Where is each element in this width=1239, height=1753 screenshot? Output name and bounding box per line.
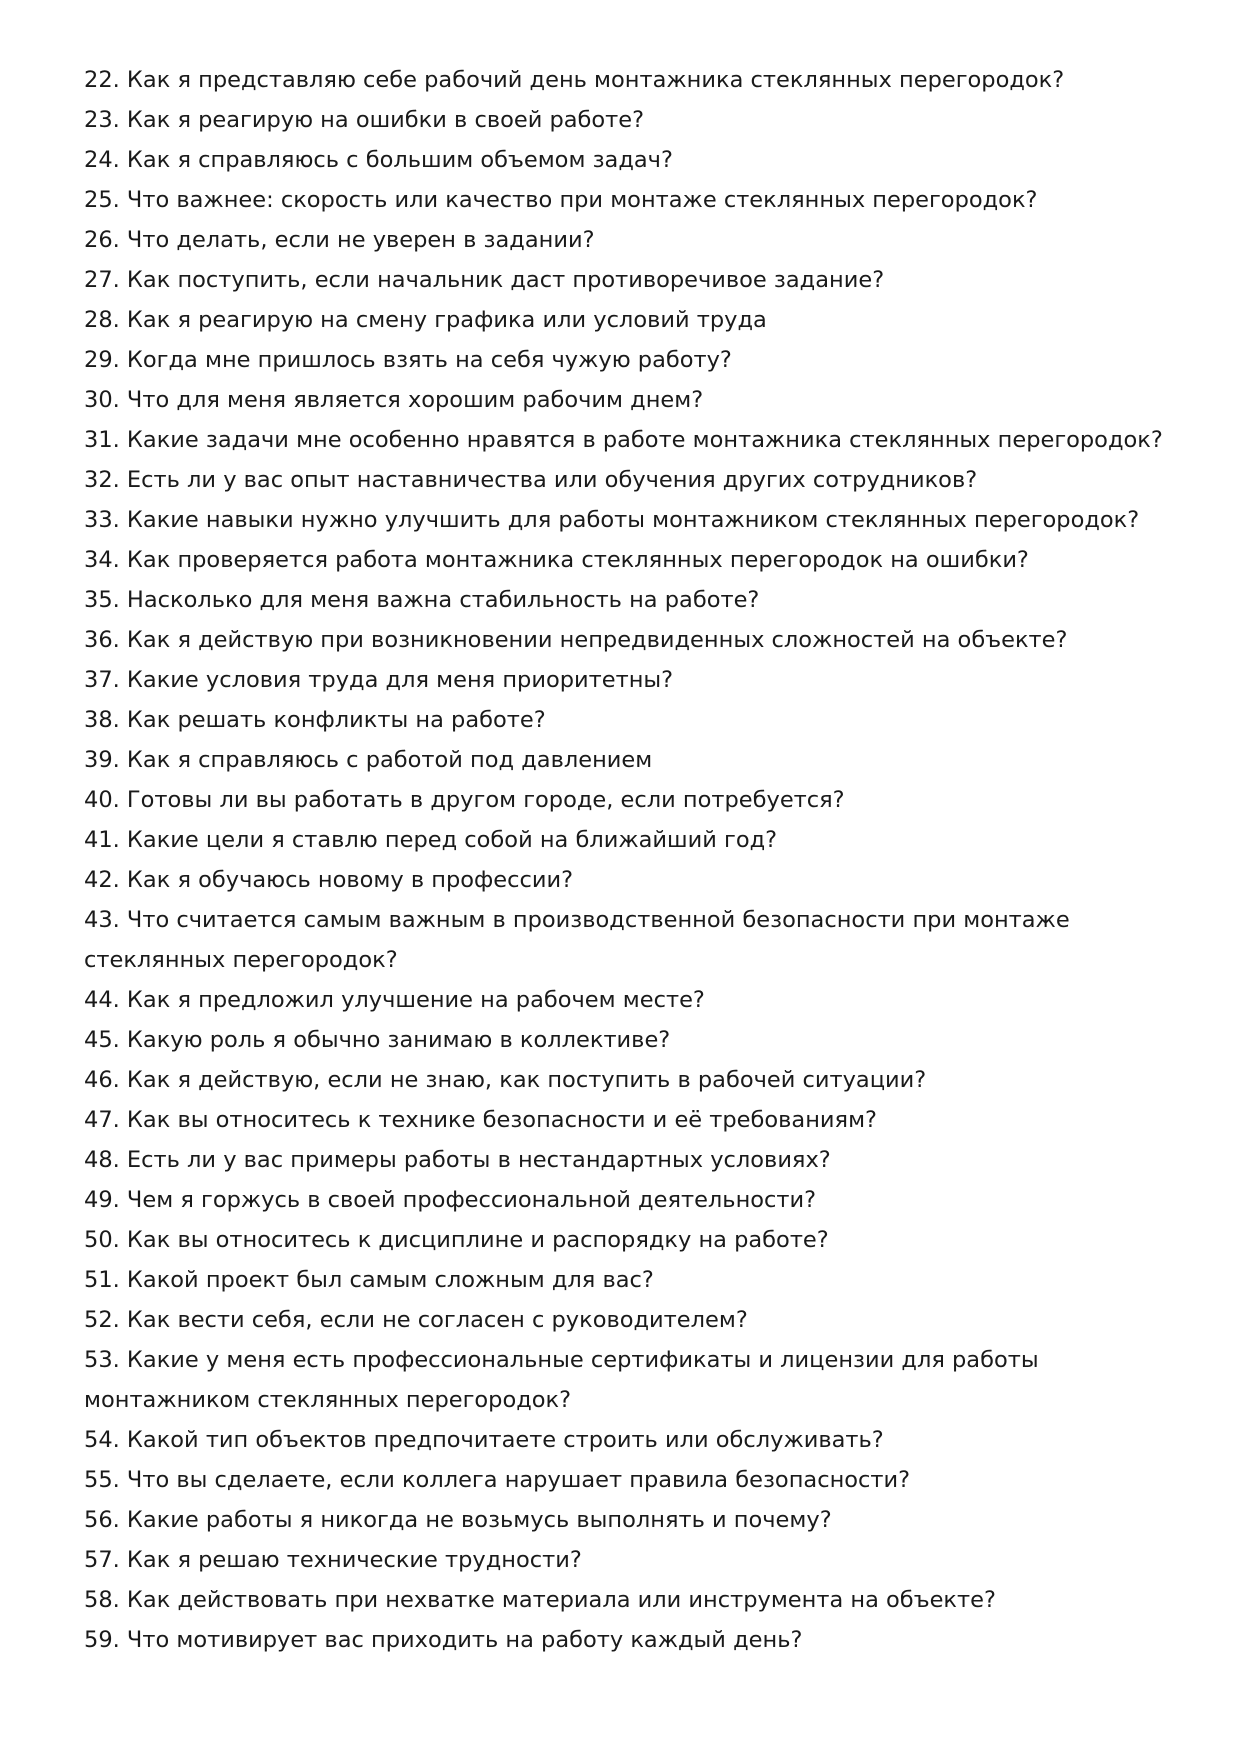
question-item	[84, 540, 1164, 580]
question-item	[84, 260, 1164, 300]
question-text: 22. Как я представляю себе рабочий день монтажника стеклянных перегородок?	[84, 67, 1065, 93]
question-text: 42. Как я обучаюсь новому в профессии?	[84, 867, 574, 893]
question-item	[84, 60, 1164, 100]
question-text: 35. Насколько для меня важна стабильность на работе?	[84, 587, 760, 613]
question-text: 47. Как вы относитесь к технике безопасности и её требованиям?	[84, 1107, 877, 1133]
question-item	[84, 1300, 1164, 1340]
question-text: 31. Какие задачи мне особенно нравятся в работе монтажника стеклянных перегородок?	[84, 427, 1163, 453]
question-text: 29. Когда мне пришлось взять на себя чужую работу?	[84, 347, 732, 373]
question-item	[84, 620, 1164, 660]
question-text: 23. Как я реагирую на ошибки в своей работе?	[84, 107, 645, 133]
question-text: 30. Что для меня является хорошим рабочим днем?	[84, 387, 704, 413]
question-item	[84, 820, 1164, 860]
question-item	[84, 1220, 1164, 1260]
question-item	[84, 1180, 1164, 1220]
question-text: 48. Есть ли у вас примеры работы в нестандартных условиях?	[84, 1147, 831, 1173]
question-text: 34. Как проверяется работа монтажника стеклянных перегородок на ошибки?	[84, 547, 1029, 573]
question-text: 32. Есть ли у вас опыт наставничества или обучения других сотрудников?	[84, 467, 978, 493]
question-text: 44. Как я предложил улучшение на рабочем месте?	[84, 987, 705, 1013]
question-text: 38. Как решать конфликты на работе?	[84, 707, 546, 733]
question-text: 51. Какой проект был самым сложным для вас?	[84, 1267, 654, 1293]
question-item	[84, 1060, 1164, 1100]
question-item	[84, 1420, 1164, 1460]
question-text: 36. Как я действую при возникновении непредвиденных сложностей на объекте?	[84, 627, 1068, 653]
question-text: 49. Чем я горжусь в своей профессиональной деятельности?	[84, 1187, 817, 1213]
question-item	[84, 740, 1164, 780]
question-text: 58. Как действовать при нехватке материала или инструмента на объекте?	[84, 1587, 996, 1613]
question-text: 52. Как вести себя, если не согласен с руководителем?	[84, 1307, 748, 1333]
question-text: 56. Какие работы я никогда не возьмусь выполнять и почему?	[84, 1507, 832, 1533]
question-item	[84, 660, 1164, 700]
question-item	[84, 860, 1164, 900]
question-item	[84, 220, 1164, 260]
question-text: 28. Как я реагирую на смену графика или условий труда	[84, 307, 767, 333]
question-text: 24. Как я справляюсь с большим объемом задач?	[84, 147, 673, 173]
question-item	[84, 1460, 1164, 1500]
question-text: 39. Как я справляюсь с работой под давлением	[84, 747, 653, 773]
question-text: 41. Какие цели я ставлю перед собой на ближайший год?	[84, 827, 778, 853]
question-list	[84, 60, 1164, 1660]
question-text: 33. Какие навыки нужно улучшить для работы монтажником стеклянных перегородок?	[84, 507, 1140, 533]
question-item	[84, 180, 1164, 220]
question-item	[84, 1580, 1164, 1620]
question-item	[84, 1340, 1164, 1420]
question-item	[84, 980, 1164, 1020]
question-text-continued: монтажником стеклянных перегородок?	[84, 1387, 572, 1413]
question-item	[84, 1260, 1164, 1300]
question-text: 59. Что мотивирует вас приходить на работу каждый день?	[84, 1627, 803, 1653]
question-item	[84, 780, 1164, 820]
question-text: 55. Что вы сделаете, если коллега нарушает правила безопасности?	[84, 1467, 911, 1493]
question-text-continued: стеклянных перегородок?	[84, 947, 398, 973]
question-text: 26. Что делать, если не уверен в задании?	[84, 227, 595, 253]
question-text: 54. Какой тип объектов предпочитаете строить или обслуживать?	[84, 1427, 884, 1453]
question-item	[84, 500, 1164, 540]
question-item	[84, 1620, 1164, 1660]
question-item	[84, 380, 1164, 420]
question-item	[84, 340, 1164, 380]
question-item	[84, 1500, 1164, 1540]
question-item	[84, 580, 1164, 620]
question-text: 46. Как я действую, если не знаю, как поступить в рабочей ситуации?	[84, 1067, 927, 1093]
question-item	[84, 140, 1164, 180]
question-item	[84, 460, 1164, 500]
question-text: 50. Как вы относитесь к дисциплине и распорядку на работе?	[84, 1227, 829, 1253]
question-item	[84, 1100, 1164, 1140]
question-item	[84, 100, 1164, 140]
question-item	[84, 1540, 1164, 1580]
question-item	[84, 300, 1164, 340]
question-item	[84, 1140, 1164, 1180]
question-item	[84, 420, 1164, 460]
question-text: 40. Готовы ли вы работать в другом городе, если потребуется?	[84, 787, 845, 813]
question-item	[84, 900, 1164, 980]
question-item	[84, 700, 1164, 740]
question-text: 45. Какую роль я обычно занимаю в коллективе?	[84, 1027, 671, 1053]
question-text: 53. Какие у меня есть профессиональные сертификаты и лицензии для работы	[84, 1347, 1039, 1373]
question-item	[84, 1020, 1164, 1060]
question-text: 43. Что считается самым важным в производственной безопасности при монтаже	[84, 907, 1070, 933]
question-text: 27. Как поступить, если начальник даст противоречивое задание?	[84, 267, 885, 293]
question-text: 37. Какие условия труда для меня приоритетны?	[84, 667, 674, 693]
question-text: 25. Что важнее: скорость или качество при монтаже стеклянных перегородок?	[84, 187, 1038, 213]
question-text: 57. Как я решаю технические трудности?	[84, 1547, 582, 1573]
